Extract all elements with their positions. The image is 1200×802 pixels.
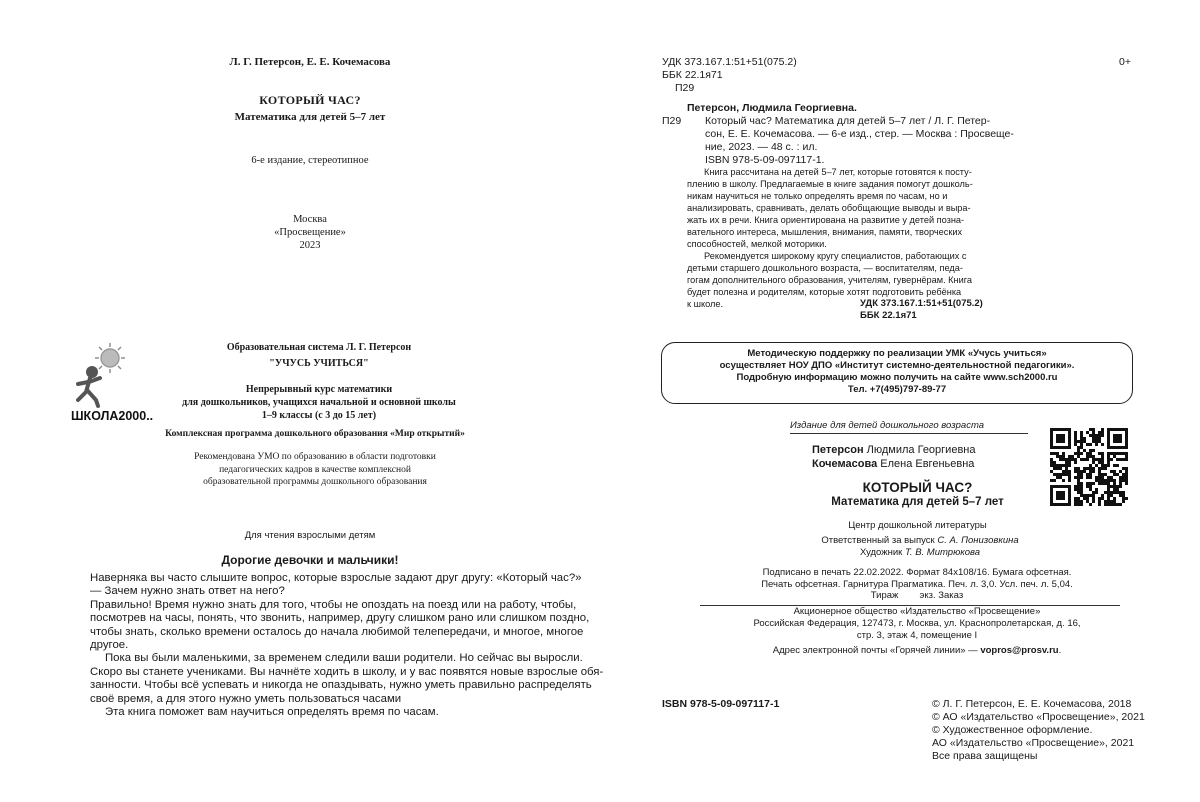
recommendation-block — [160, 451, 470, 489]
annotation-line: к школе. — [687, 299, 723, 309]
left-book-title: КОТОРЫЙ ЧАС? — [259, 93, 361, 107]
email-end: . — [1058, 645, 1062, 656]
publisher-info — [700, 606, 1134, 642]
annotation-line: плению в школу. Предлагаемые в книге задания помогут дошколь- — [687, 179, 973, 189]
annotation-line: жать их в речи. Книга ориентирована на развитие у детей познa- — [687, 215, 965, 225]
annotation-line: будет полезна и родителям, которые хотят подготовить ребёнка — [687, 287, 962, 297]
udc-code: УДК 373.167.1:51+51(075.2) — [662, 56, 797, 68]
course-name: Непрерывный курс математики — [245, 384, 393, 395]
divider — [790, 433, 1028, 434]
age-rating: 0+ — [1119, 56, 1131, 68]
school2000-logo — [68, 340, 154, 424]
recommendation-line: образовательной программы дошкольного образования — [203, 477, 427, 487]
bib-author-heading: Петерсон, Людмила Георгиевна. — [687, 102, 857, 114]
copyright-line: © Л. Г. Петерсон, Е. Е. Кочемасова, 2018 — [932, 698, 1132, 710]
artist-name: Т. В. Митрюкова — [904, 547, 981, 558]
responsible-editor — [720, 535, 1120, 547]
bib-line: ISBN 978-5-09-097117-1. — [705, 154, 825, 166]
hotline-email — [700, 645, 1134, 656]
publisher-line: Российская Федерация, 127473, г. Москва, ул. Краснопролетарская, д. 16, — [753, 618, 1081, 629]
complex-program: Комплексная программа дошкольного образования «Мир открытий» — [165, 429, 465, 439]
recommendation-line: Рекомендована УМО по образованию в области подготовки — [194, 452, 436, 462]
letter-line: другое. — [90, 639, 129, 652]
bbk-code-bottom: ББК 22.1я71 — [860, 310, 917, 321]
education-system-block — [160, 341, 478, 422]
author-mark: П29 — [675, 82, 695, 94]
bib-line: Который час? Математика для детей 5–7 лет / Л. Г. Петер- — [705, 115, 991, 127]
letter-line: Правильно! Время нужно знать для того, чтобы не опоздать на поезд или на работу, чтобы, — [90, 598, 577, 611]
responsible-name: С. А. Понизовкина — [937, 535, 1019, 546]
author-1-name: Людмила Георгиевна — [863, 444, 976, 456]
artist-label: Художник — [859, 547, 905, 558]
publisher-line: Акционерное общество «Издательство «Просвещение» — [793, 606, 1041, 617]
annotation-line: вательного интереса, мышления, внимания, памяти, творческих — [687, 227, 963, 237]
publication-city: Москва — [293, 214, 327, 225]
publication-year: 2023 — [299, 240, 321, 251]
annotation-line: способностей, мелкой моторики. — [687, 239, 827, 249]
edition-audience-note: Издание для детей дошкольного возраста — [790, 420, 985, 431]
author-1-surname: Петерсон — [812, 444, 864, 456]
copyright-line: Все права защищены — [932, 750, 1038, 762]
qr-code-icon — [1050, 428, 1128, 506]
annotation-line: Книга рассчитана на детей 5–7 лет, которые готовятся к посту- — [704, 167, 972, 177]
bibliographic-record — [705, 115, 1014, 167]
bib-line: ние, 2023. — 48 с. : ил. — [705, 141, 818, 153]
book-title: КОТОРЫЙ ЧАС? — [862, 480, 973, 495]
annotation-line: никам научиться не только определять время по часам, но и — [687, 191, 948, 201]
support-website: Подробную информацию можно получить на сайте www.sch2000.ru — [736, 372, 1058, 383]
logo-text: ШКОЛА2000... — [71, 409, 154, 423]
book-subtitle: Математика для детей 5–7 лет — [831, 496, 1004, 508]
letter-line: — Зачем нужно знать ответ на него? — [90, 585, 285, 598]
classification-top — [662, 56, 797, 82]
literature-center: Центр дошкольной литературы — [848, 520, 987, 531]
author-1 — [812, 443, 975, 457]
author-2-surname: Кочемасова — [812, 458, 878, 470]
letter-body — [90, 572, 604, 719]
author-mark-side: П29 — [662, 115, 682, 127]
course-audience: для дошкольников, учащихся начальной и основной школы — [182, 397, 456, 408]
imprint-line: Подписано в печать 22.02.2022. Формат 84x108/16. Бумага офсетная. — [762, 567, 1072, 578]
support-line: Методическую поддержку по реализации УМК «Учусь учиться» — [747, 348, 1047, 359]
system-name: Образовательная система Л. Г. Петерсон — [226, 342, 412, 353]
edition-info: 6-е издание, стереотипное — [251, 155, 369, 166]
greeting-heading: Дорогие девочки и мальчики! — [221, 553, 399, 567]
qr-code — [1050, 428, 1128, 506]
print-imprint — [700, 567, 1134, 602]
letter-line: чтобы знать, сколько времени осталось до начала любимой телепередачи, и многое, многое — [90, 625, 584, 638]
method-support-box — [661, 342, 1133, 404]
classification-bottom — [860, 298, 983, 322]
annotation-line: анализировать, сравнивать, делать обобщающие выводы и выра- — [687, 203, 971, 213]
left-authors: Л. Г. Петерсон, Е. Е. Кочемасова — [229, 56, 391, 68]
left-book-subtitle: Математика для детей 5–7 лет — [234, 111, 386, 123]
author-2-name: Елена Евгеньевна — [877, 458, 975, 470]
imprint-line: Тираж экз. Заказ — [870, 590, 964, 601]
support-line: осуществляет НОУ ДПО «Институт системно-деятельностной педагогики». — [719, 360, 1075, 371]
email-address: vopros@prosv.ru — [980, 645, 1059, 656]
annotation — [687, 166, 987, 310]
copyright-line: © Художественное оформление. — [932, 724, 1093, 736]
publication-publisher: «Просвещение» — [274, 227, 346, 238]
letter-line: Наверняка вы часто слышите вопрос, которые взрослые задают друг другу: «Который час?» — [90, 572, 582, 584]
annotation-line: гогам дополнительного образования, учителям, гувернёрам. Книга — [687, 275, 972, 285]
artist — [720, 547, 1120, 559]
letter-line: Эта книга поможет вам научиться определять время по часам. — [105, 706, 439, 719]
bbk-code: ББК 22.1я71 — [662, 69, 723, 81]
running-child-sun-icon — [68, 340, 154, 424]
copyright-line: АО «Издательство «Просвещение», 2021 — [932, 737, 1135, 749]
recommendation-line: педагогических кадров в качестве комплексной — [219, 464, 411, 475]
system-motto: "УЧУСЬ УЧИТЬСЯ" — [269, 358, 369, 369]
bib-line: сон, Е. Е. Кочемасова. — 6-е изд., стер. — Москва : Просвеще- — [705, 128, 1014, 140]
letter-line: Пока вы были маленькими, за временем следили ваши родители. Но сейчас вы выросли. — [105, 652, 583, 665]
author-2 — [812, 457, 975, 471]
annotation-line: Рекомендуется широкому кругу специалистов, работающих с — [704, 251, 967, 261]
staff-credits — [720, 535, 1120, 559]
publisher-line: стр. 3, этаж 4, помещение I — [856, 630, 978, 641]
letter-line: Скоро вы станете учениками. Вы начнёте ходить в школу, и у вас появятся новые взрослые обя- — [90, 665, 604, 678]
copyright-block — [932, 698, 1145, 763]
letter-line: занности. Чтобы всё успевать и никогда не опаздывать, нужно уметь правильно распределять — [90, 679, 592, 692]
for-adults-note: Для чтения взрослыми детям — [244, 530, 376, 541]
responsible-label: Ответственный за выпуск — [821, 535, 938, 546]
support-phone: Тел. +7(495)797-89-77 — [847, 384, 947, 395]
letter-line: своё время, а для этого нужно уметь пользоваться часами — [90, 692, 402, 705]
letter-line: посмотрев на часы, понять, что звонить, например, другу слишком рано или слишком поздно, — [90, 612, 590, 625]
isbn: ISBN 978-5-09-097117-1 — [662, 698, 780, 710]
copyright-line: © АО «Издательство «Просвещение», 2021 — [932, 711, 1145, 723]
imprint-line: Печать офсетная. Гарнитура Прагматика. Печ. л. 3,0. Усл. печ. л. 5,04. — [761, 578, 1073, 590]
email-label: Адрес электронной почты «Горячей линии» — — [772, 645, 981, 656]
course-grades: 1–9 классы (с 3 до 15 лет) — [261, 410, 377, 421]
authors-list — [812, 443, 975, 471]
annotation-line: детьми старшего дошкольного возраста, — воспитателям, педа- — [687, 263, 963, 273]
publication-block — [0, 213, 620, 252]
udc-code-bottom: УДК 373.167.1:51+51(075.2) — [860, 298, 983, 309]
